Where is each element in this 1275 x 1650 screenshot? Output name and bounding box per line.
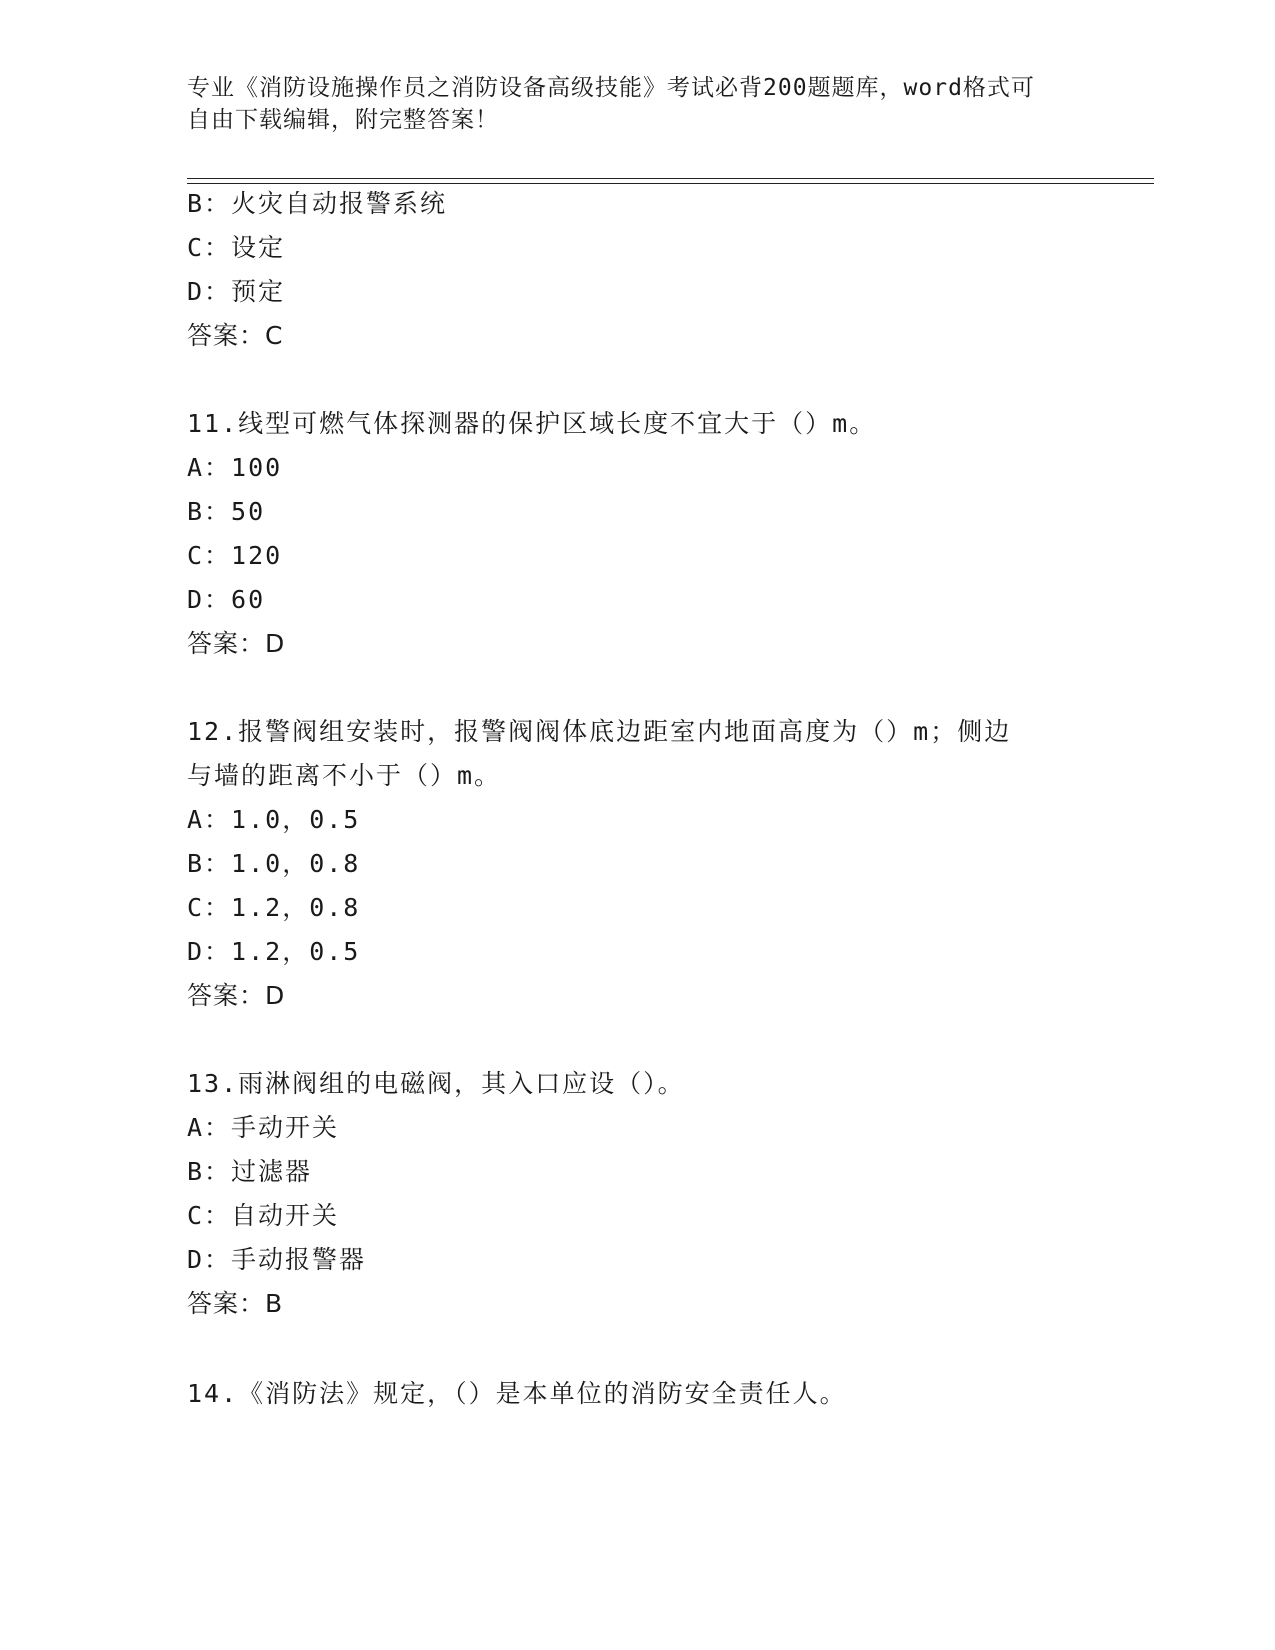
prev-answer: 答案：C [187,321,284,350]
header-rule-bottom [187,183,1154,184]
q13-answer: 答案：B [187,1289,284,1318]
q11-answer: 答案：D [187,629,286,658]
q13-option-c: C：自动开关 [187,1201,340,1230]
document-header [187,72,1067,136]
prev-option-d: D：预定 [187,277,286,306]
q12-option-a: A：1.0，0.5 [187,805,361,834]
prev-option-c: C：设定 [187,233,286,262]
q13-stem: 13.雨淋阀组的电磁阀，其入口应设（）。 [187,1069,685,1098]
q13-option-a: A：手动开关 [187,1113,340,1142]
q12-option-d: D：1.2，0.5 [187,937,361,966]
q11-option-b: B：50 [187,497,266,526]
header-line-1: 专业《消防设施操作员之消防设备高级技能》考试必背200题题库，word格式可 [187,75,1035,101]
q11-stem: 11.线型可燃气体探测器的保护区域长度不宜大于（）m。 [187,409,877,438]
prev-option-b: B：火灾自动报警系统 [187,189,448,218]
q13-option-b: B：过滤器 [187,1157,313,1186]
q12-option-b: B：1.0，0.8 [187,849,361,878]
q14-stem: 14.《消防法》规定，（）是本单位的消防安全责任人。 [187,1379,847,1408]
q12-answer: 答案：D [187,981,286,1010]
q13-option-d: D：手动报警器 [187,1245,367,1274]
header-rule-top [187,178,1154,179]
q12-option-c: C：1.2，0.8 [187,893,361,922]
q12-stem-line-2: 与墙的距离不小于（）m。 [187,761,502,790]
q11-option-a: A：100 [187,453,283,482]
q11-option-c: C：120 [187,541,283,570]
header-line-2: 自由下载编辑，附完整答案！ [187,107,499,133]
q11-option-d: D：60 [187,585,266,614]
q12-stem-line-1: 12.报警阀组安装时，报警阀阀体底边距室内地面高度为（）m；侧边 [187,717,1012,746]
